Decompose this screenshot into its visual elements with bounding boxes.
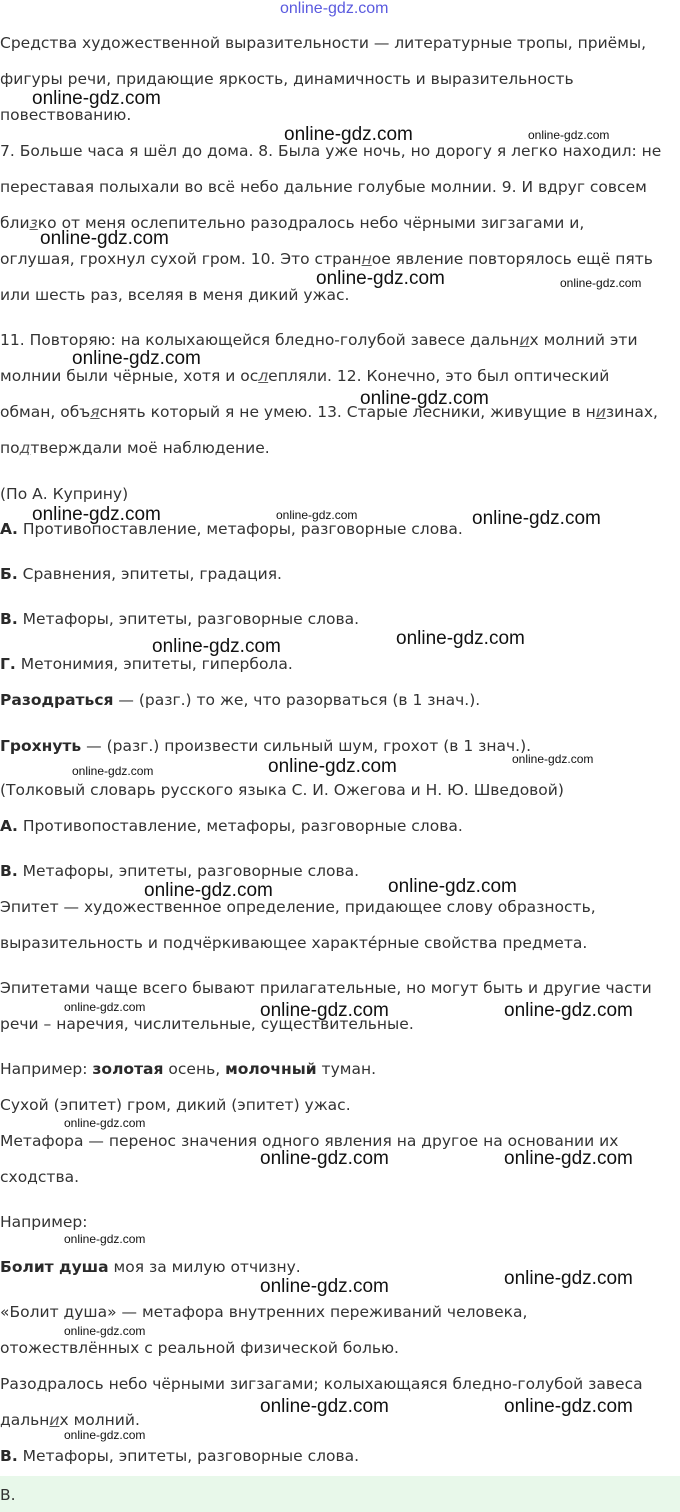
watermark: online-gdz.com [64,1000,146,1014]
text-line: 11. Повторяю: на колыхающейся бледно-голубой завесе дальних молний эти [0,331,638,349]
watermark: online-gdz.com [268,756,397,777]
watermark: online-gdz.com [260,1396,389,1417]
text-line: молнии были чёрные, хотя и ослепляли. 12. Конечно, это был оптический [0,367,610,385]
option-a: А. Противопоставление, метафоры, разговорные слова. [0,520,463,538]
watermark: online-gdz.com [32,88,161,109]
text-line: Болит душа моя за милую отчизну. [0,1258,301,1276]
answer-text: В. [0,1486,16,1504]
text-line: Например: [0,1213,88,1231]
watermark: online-gdz.com [504,1148,633,1169]
source-line: (По А. Куприну) [0,485,129,503]
watermark: online-gdz.com [64,1428,146,1442]
watermark: online-gdz.com [504,1000,633,1021]
watermark: online-gdz.com [144,880,273,901]
watermark: online-gdz.com [528,128,610,142]
watermark: online-gdz.com [316,268,445,289]
watermark: online-gdz.com [64,1324,146,1338]
definition-line: Разодраться — (разг.) то же, что разорваться (в 1 знач.). [0,691,481,709]
option-b: Б. Сравнения, эпитеты, градация. [0,565,282,583]
watermark: online-gdz.com [260,1148,389,1169]
text-line: Разодралось небо чёрными зигзагами; колыхающаяся бледно-голубой завеса [0,1375,643,1393]
watermark: online-gdz.com [40,228,169,249]
watermark: online-gdz.com [472,508,601,529]
text-line: повествованию. [0,106,132,124]
top-watermark: online-gdz.com [280,0,389,17]
watermark: online-gdz.com [276,508,358,522]
watermark: online-gdz.com [512,752,594,766]
watermark: online-gdz.com [72,348,201,369]
text-line: 7. Больше часа я шёл до дома. 8. Была уже ночь, но дорогу я легко находил: не [0,142,662,160]
text-line: фигуры речи, придающие яркость, динамичность и выразительность [0,70,574,88]
definition-line: Грохнуть — (разг.) произвести сильный шум, грохот (в 1 знач.). [0,737,532,755]
watermark: online-gdz.com [152,636,281,657]
watermark: online-gdz.com [504,1396,633,1417]
watermark: online-gdz.com [260,1000,389,1021]
option-v: В. Метафоры, эпитеты, разговорные слова. [0,862,360,880]
option-a: А. Противопоставление, метафоры, разговорные слова. [0,817,463,835]
watermark: online-gdz.com [560,276,642,290]
text-line: переставая полыхали во всё небо дальние голубые молнии. 9. И вдруг совсем [0,178,647,196]
watermark: online-gdz.com [260,1276,389,1297]
text-line: Метафора — перенос значения одного явления на другое на основании их [0,1132,619,1150]
watermark: online-gdz.com [72,764,154,778]
text-line: Эпитет — художественное определение, придающее слову образность, [0,898,596,916]
option-g: Г. Метонимия, эпитеты, гипербола. [0,655,293,673]
watermark: online-gdz.com [64,1116,146,1130]
text-line: близко от меня ослепительно разодралось небо чёрными зигзагами и, [0,214,585,232]
watermark: online-gdz.com [396,628,525,649]
text-line: Сухой (эпитет) гром, дикий (эпитет) ужас. [0,1096,351,1114]
watermark: online-gdz.com [388,876,517,897]
text-line: «Болит душа» — метафора внутренних переживаний человека, [0,1303,528,1321]
watermark: online-gdz.com [360,388,489,409]
text-line: речи – наречия, числительные, существительные. [0,1015,414,1033]
text-line: или шесть раз, вселяя в меня дикий ужас. [0,286,350,304]
option-v: В. Метафоры, эпитеты, разговорные слова. [0,1447,360,1465]
watermark: online-gdz.com [284,124,413,145]
text-line: (Толковый словарь русского языка С. И. Ожегова и Н. Ю. Шведовой) [0,781,564,799]
text-line: подтверждали моё наблюдение. [0,439,270,457]
watermark: online-gdz.com [504,1268,633,1289]
text-line: сходства. [0,1168,80,1186]
text-line: Эпитетами чаще всего бывают прилагательные, но могут быть и другие части [0,979,652,997]
watermark: online-gdz.com [32,504,161,525]
text-line: Средства художественной выразительности — литературные тропы, приёмы, [0,34,647,52]
text-line: выразительность и подчёркивающее характе́рные свойства предмета. [0,934,588,952]
text-line: оглушая, грохнул сухой гром. 10. Это странное явление повторялось ещё пять [0,250,653,268]
text-line: обман, объяснять который я не умею. 13. Старые лесники, живущие в низинах, [0,403,658,421]
watermark: online-gdz.com [64,1232,146,1246]
text-line: Например: золотая осень, молочный туман. [0,1060,377,1078]
answer-bar [0,1476,680,1512]
text-line: отожествлённых с реальной физической болью. [0,1339,399,1357]
option-v: В. Метафоры, эпитеты, разговорные слова. [0,610,360,628]
text-line: дальних молний. [0,1411,140,1429]
